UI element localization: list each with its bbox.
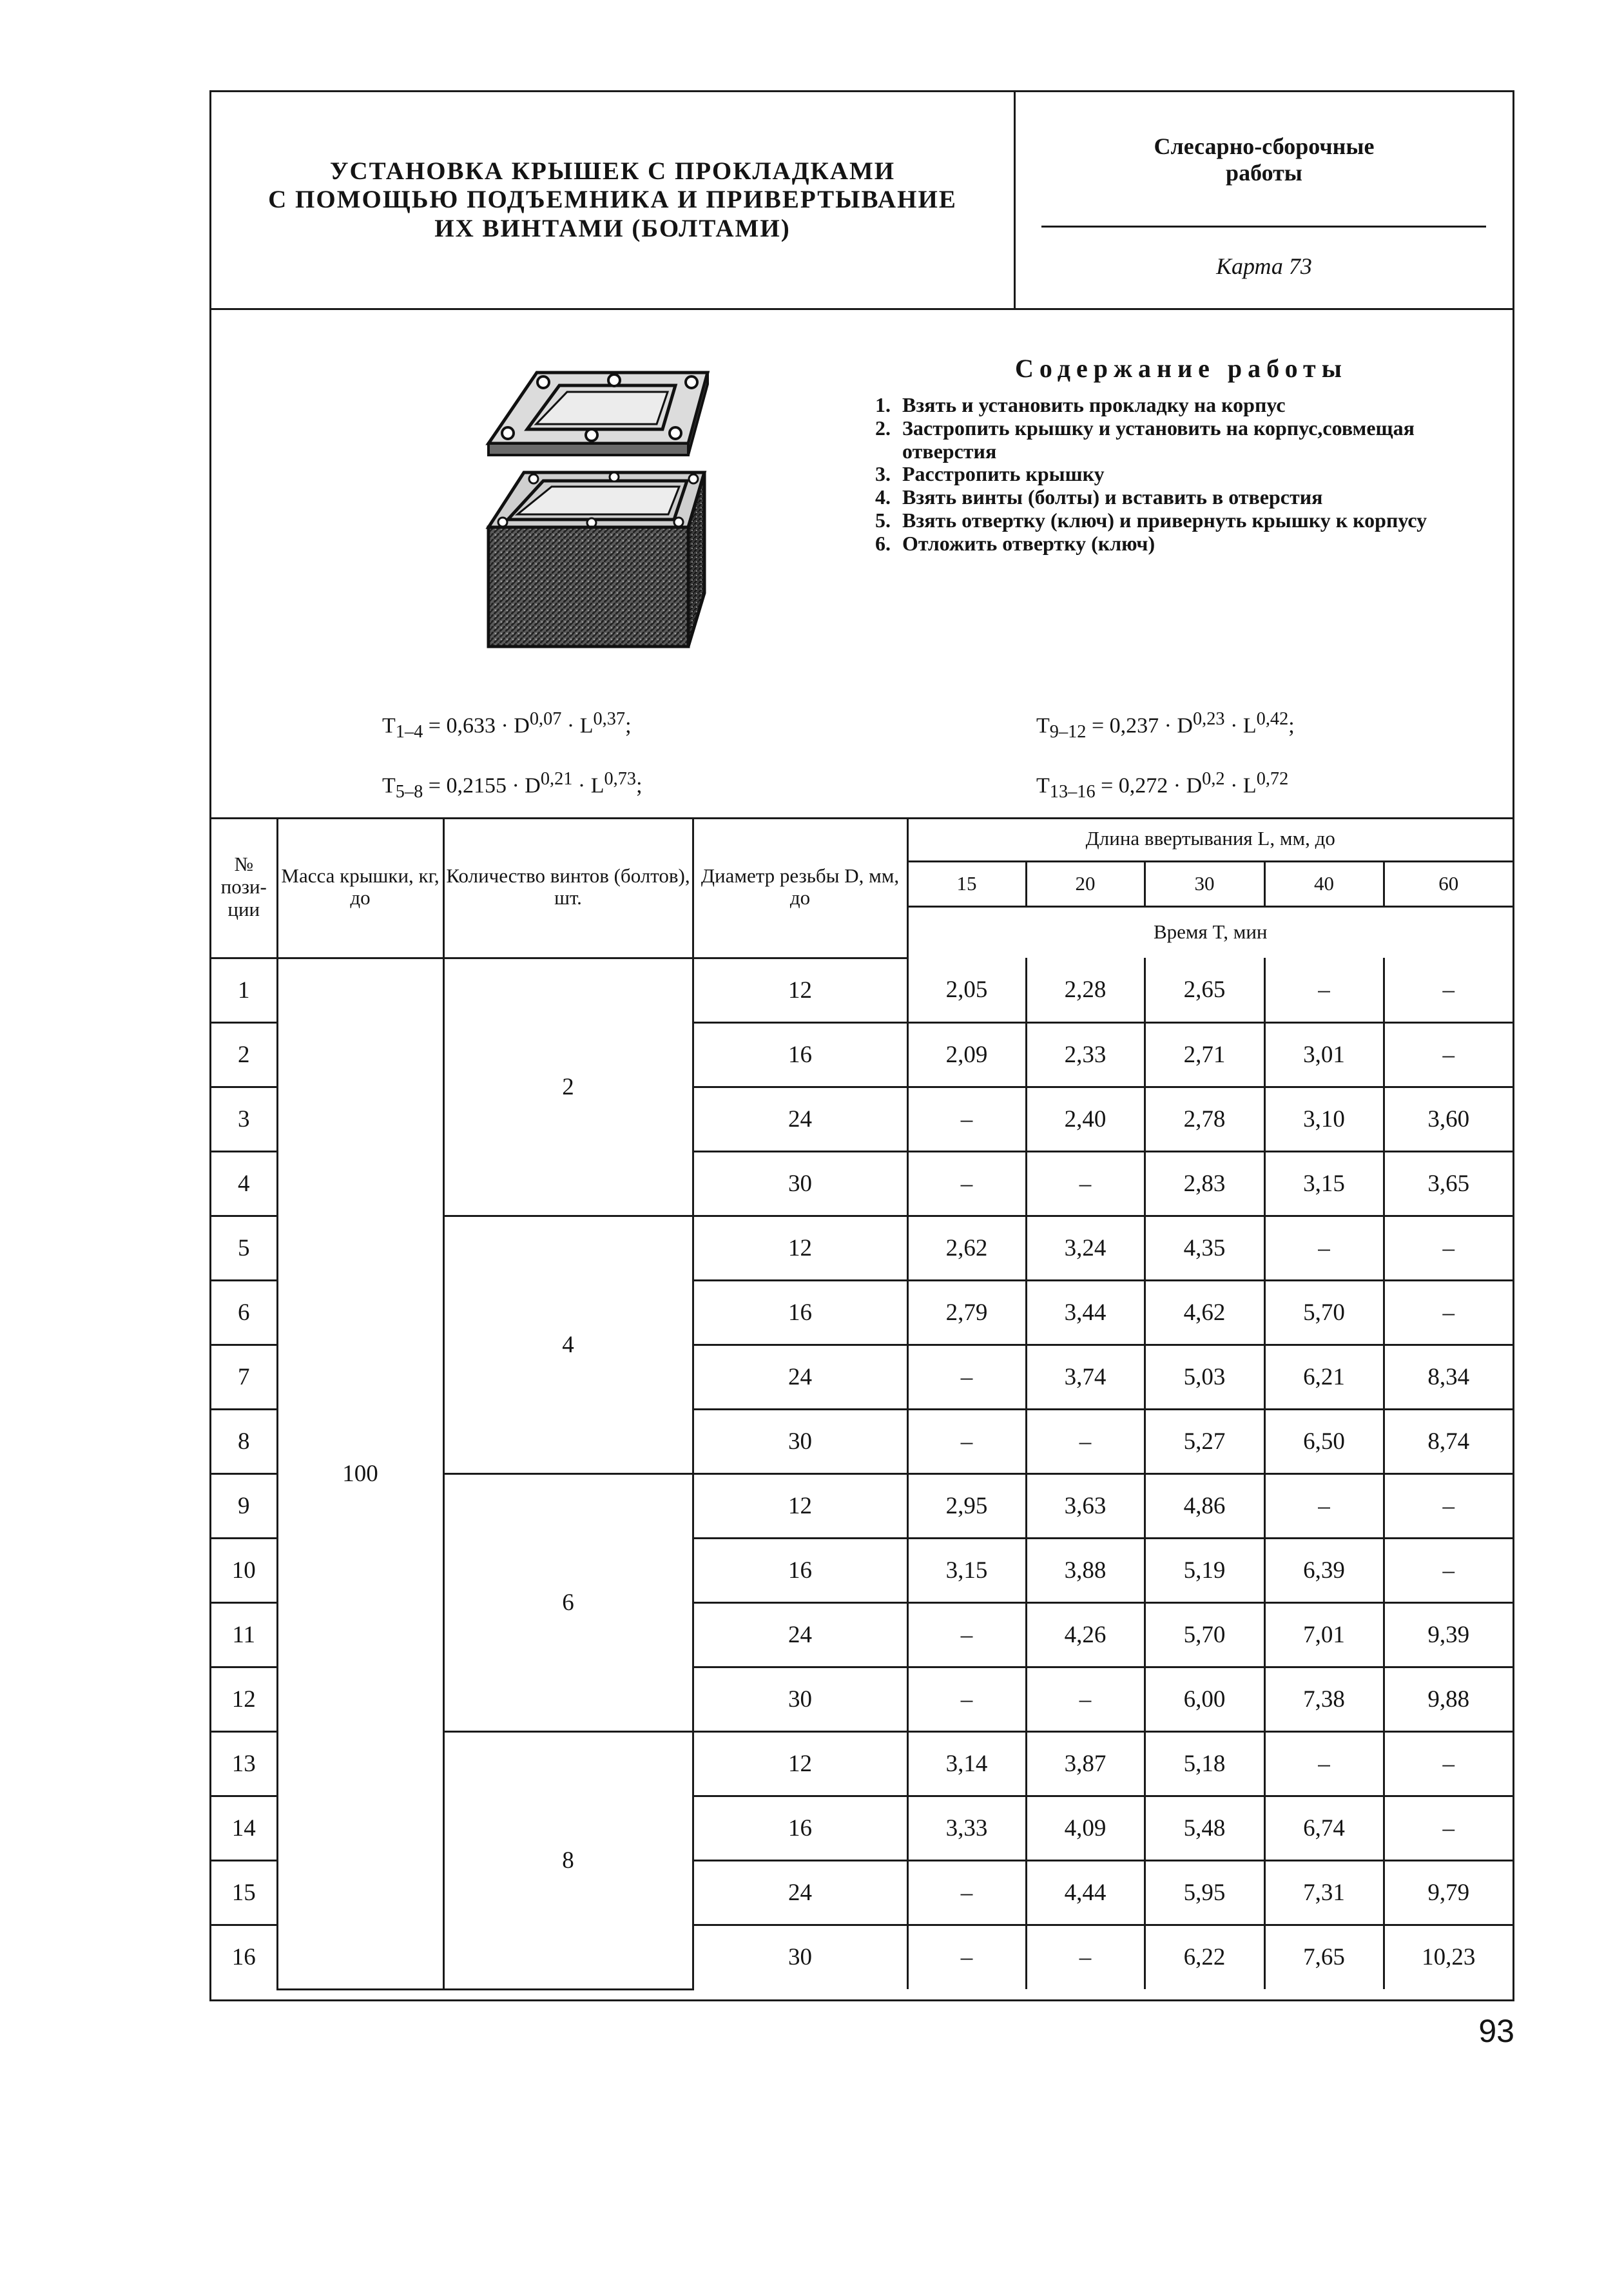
position-cell: 2 — [211, 1022, 277, 1087]
col-header-count: Количество винтов (болтов), шт. — [443, 817, 693, 958]
formula-t5-8: $T_{5-8} = 0,2155 \cdot D^{0,21} \cdot L^{0,73}$; — [382, 769, 643, 802]
time-cell: 6,21 — [1264, 1345, 1384, 1409]
time-cell: – — [1264, 1473, 1384, 1538]
time-cell: 6,74 — [1264, 1796, 1384, 1860]
time-cell: 5,70 — [1145, 1602, 1264, 1667]
count-cell: 8 — [443, 1731, 693, 1989]
header-title-cell — [211, 92, 1016, 308]
time-cell: – — [1384, 958, 1513, 1022]
time-cell: – — [1384, 1473, 1513, 1538]
time-cell: – — [1384, 1022, 1513, 1087]
time-cell: 2,71 — [1145, 1022, 1264, 1087]
time-cell: 4,09 — [1026, 1796, 1145, 1860]
time-cell: – — [1264, 958, 1384, 1022]
time-cell: 5,95 — [1145, 1860, 1264, 1925]
time-cell: – — [1384, 1216, 1513, 1280]
position-cell: 4 — [211, 1151, 277, 1216]
position-cell: 8 — [211, 1409, 277, 1473]
mass-cell: 100 — [277, 958, 443, 1989]
time-cell: 3,74 — [1026, 1345, 1145, 1409]
time-cell: – — [1026, 1409, 1145, 1473]
position-cell: 1 — [211, 958, 277, 1022]
time-norms-table — [211, 817, 1513, 1990]
position-cell: 5 — [211, 1216, 277, 1280]
time-cell: 6,00 — [1145, 1667, 1264, 1731]
position-cell: 16 — [211, 1925, 277, 1989]
position-cell: 3 — [211, 1087, 277, 1151]
work-step: 1. Взять и установить прокладку на корпус — [875, 393, 1286, 416]
time-cell: 6,39 — [1264, 1538, 1384, 1602]
time-cell: 4,86 — [1145, 1473, 1264, 1538]
time-cell: – — [907, 1925, 1026, 1989]
diameter-cell: 16 — [693, 1538, 907, 1602]
time-cell: 2,65 — [1145, 958, 1264, 1022]
table-row — [211, 958, 1513, 1022]
formula-t1-4: $T_{1-4} = 0,633 \cdot D^{0,07} \cdot L^{0,37}$; — [382, 709, 632, 743]
diameter-cell: 24 — [693, 1087, 907, 1151]
position-cell: 9 — [211, 1473, 277, 1538]
diameter-cell: 30 — [693, 1925, 907, 1989]
work-step: 2. Застропить крышку и установить на корпус,совмещая отверстия — [875, 416, 1415, 463]
diameter-cell: 12 — [693, 1216, 907, 1280]
time-cell: – — [1026, 1151, 1145, 1216]
col-header-length: 30 — [1145, 861, 1264, 906]
position-cell: 7 — [211, 1345, 277, 1409]
position-cell: 6 — [211, 1280, 277, 1345]
diameter-cell: 16 — [693, 1280, 907, 1345]
time-cell: – — [1264, 1731, 1384, 1796]
table-body — [211, 958, 1513, 1989]
page-number: 93 — [1478, 2013, 1514, 2049]
count-cell: 6 — [443, 1473, 693, 1731]
time-cell: – — [1384, 1731, 1513, 1796]
time-cell: 8,74 — [1384, 1409, 1513, 1473]
document-frame — [209, 90, 1514, 2001]
col-header-time: Время T, мин — [907, 906, 1513, 958]
time-cell: 7,31 — [1264, 1860, 1384, 1925]
position-cell: 13 — [211, 1731, 277, 1796]
count-cell: 2 — [443, 958, 693, 1216]
time-cell: 3,24 — [1026, 1216, 1145, 1280]
diameter-cell: 24 — [693, 1345, 907, 1409]
diameter-cell: 24 — [693, 1602, 907, 1667]
time-cell: 2,95 — [907, 1473, 1026, 1538]
time-cell: 3,60 — [1384, 1087, 1513, 1151]
time-cell: 4,44 — [1026, 1860, 1145, 1925]
time-cell: 3,63 — [1026, 1473, 1145, 1538]
time-cell: 2,83 — [1145, 1151, 1264, 1216]
time-cell: 8,34 — [1384, 1345, 1513, 1409]
time-cell: 2,78 — [1145, 1087, 1264, 1151]
time-cell: 3,44 — [1026, 1280, 1145, 1345]
work-content — [875, 353, 1487, 556]
time-cell: 6,50 — [1264, 1409, 1384, 1473]
diameter-cell: 16 — [693, 1022, 907, 1087]
work-content-title: Содержание работы — [1015, 354, 1348, 383]
count-cell: 4 — [443, 1216, 693, 1473]
header-divider — [1041, 226, 1486, 228]
time-cell: – — [907, 1602, 1026, 1667]
time-cell: 4,26 — [1026, 1602, 1145, 1667]
content-section — [211, 308, 1513, 819]
time-cell: – — [1026, 1925, 1145, 1989]
time-cell: 3,88 — [1026, 1538, 1145, 1602]
header — [211, 92, 1513, 310]
position-cell: 15 — [211, 1860, 277, 1925]
card-number: Карта 73 — [1216, 253, 1312, 279]
time-cell: – — [907, 1860, 1026, 1925]
time-cell: 5,03 — [1145, 1345, 1264, 1409]
time-cell: – — [1264, 1216, 1384, 1280]
time-cell: 3,15 — [907, 1538, 1026, 1602]
time-cell: 2,79 — [907, 1280, 1026, 1345]
time-cell: 9,39 — [1384, 1602, 1513, 1667]
section-name: Слесарно-сборочные работы — [1154, 133, 1375, 186]
time-cell: – — [1026, 1667, 1145, 1731]
time-cell: 2,09 — [907, 1022, 1026, 1087]
time-cell: – — [907, 1667, 1026, 1731]
time-cell: 9,79 — [1384, 1860, 1513, 1925]
work-step: 5. Взять отвертку (ключ) и привернуть крышку к корпусу — [875, 509, 1427, 532]
diameter-cell: 12 — [693, 958, 907, 1022]
time-cell: 7,65 — [1264, 1925, 1384, 1989]
time-cell: 3,33 — [907, 1796, 1026, 1860]
time-cell: – — [907, 1409, 1026, 1473]
diameter-cell: 16 — [693, 1796, 907, 1860]
col-header-length-group: Длина ввертывания L, мм, до — [907, 817, 1513, 861]
col-header-mass: Масса крышки, кг, до — [277, 817, 443, 958]
time-cell: – — [907, 1087, 1026, 1151]
time-cell: – — [907, 1345, 1026, 1409]
time-cell: 3,10 — [1264, 1087, 1384, 1151]
time-cell: 2,28 — [1026, 958, 1145, 1022]
time-cell: – — [1384, 1796, 1513, 1860]
position-cell: 11 — [211, 1602, 277, 1667]
time-cell: – — [907, 1151, 1026, 1216]
time-cell: 3,01 — [1264, 1022, 1384, 1087]
col-header-length: 60 — [1384, 861, 1513, 906]
housing-cover-illustration — [482, 353, 753, 656]
page-title: УСТАНОВКА КРЫШЕК С ПРОКЛАДКАМИ С ПОМОЩЬЮ ПОДЪЕМНИКА И ПРИВЕРТЫВАНИЕ ИХ ВИНТАМИ (БОЛТАМИ) — [268, 157, 957, 242]
time-cell: 2,40 — [1026, 1087, 1145, 1151]
diameter-cell: 30 — [693, 1409, 907, 1473]
work-step: 4. Взять винты (болты) и вставить в отверстия — [875, 485, 1323, 509]
col-header-length: 15 — [907, 861, 1026, 906]
time-cell: 5,18 — [1145, 1731, 1264, 1796]
work-step: 3. Расстропить крышку — [875, 462, 1105, 486]
time-cell: 2,33 — [1026, 1022, 1145, 1087]
diameter-cell: 12 — [693, 1731, 907, 1796]
time-cell: 5,70 — [1264, 1280, 1384, 1345]
col-header-position: № пози-ции — [211, 817, 277, 958]
time-cell: 2,62 — [907, 1216, 1026, 1280]
diameter-cell: 30 — [693, 1151, 907, 1216]
time-cell: 4,62 — [1145, 1280, 1264, 1345]
position-cell: 10 — [211, 1538, 277, 1602]
formula-t13-16: $T_{13-16} = 0,272 \cdot D^{0,2} \cdot L^{0,72}$ — [1036, 769, 1289, 802]
col-header-length: 40 — [1264, 861, 1384, 906]
diameter-cell: 30 — [693, 1667, 907, 1731]
col-header-diameter: Диаметр резьбы D, мм, до — [693, 817, 907, 958]
header-info-cell — [1016, 92, 1513, 308]
time-cell: 7,01 — [1264, 1602, 1384, 1667]
time-cell: 10,23 — [1384, 1925, 1513, 1989]
time-cell: 3,87 — [1026, 1731, 1145, 1796]
time-cell: 5,27 — [1145, 1409, 1264, 1473]
time-cell: 6,22 — [1145, 1925, 1264, 1989]
time-cell: 5,48 — [1145, 1796, 1264, 1860]
formula-t9-12: $T_{9-12} = 0,237 \cdot D^{0,23} \cdot L^{0,42}$; — [1036, 709, 1295, 743]
time-cell: 2,05 — [907, 958, 1026, 1022]
time-cell: – — [1384, 1538, 1513, 1602]
position-cell: 14 — [211, 1796, 277, 1860]
work-step: 6. Отложить отвертку (ключ) — [875, 531, 1155, 555]
time-cell: 9,88 — [1384, 1667, 1513, 1731]
col-header-length: 20 — [1026, 861, 1145, 906]
time-cell: 3,65 — [1384, 1151, 1513, 1216]
time-cell: – — [1384, 1280, 1513, 1345]
diameter-cell: 12 — [693, 1473, 907, 1538]
diameter-cell: 24 — [693, 1860, 907, 1925]
time-cell: 4,35 — [1145, 1216, 1264, 1280]
time-cell: 5,19 — [1145, 1538, 1264, 1602]
time-cell: 7,38 — [1264, 1667, 1384, 1731]
time-cell: 3,15 — [1264, 1151, 1384, 1216]
time-cell: 3,14 — [907, 1731, 1026, 1796]
position-cell: 12 — [211, 1667, 277, 1731]
